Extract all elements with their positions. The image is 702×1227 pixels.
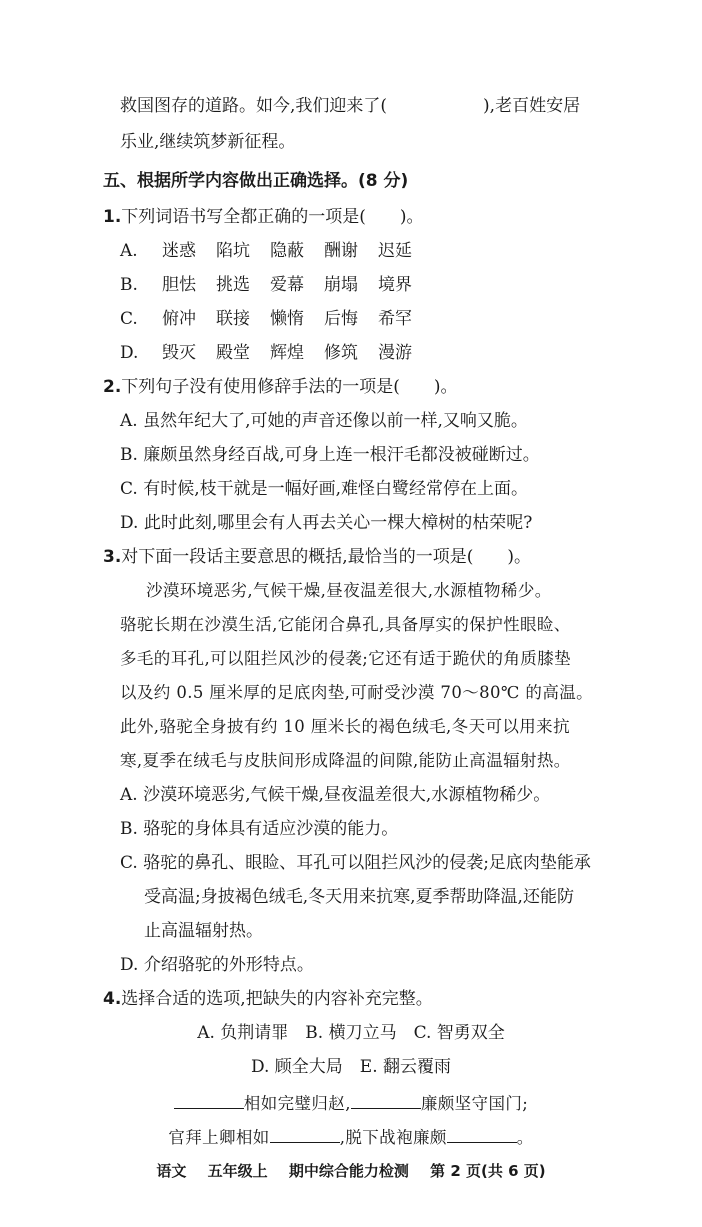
question-2-stem	[103, 376, 458, 398]
poem-line-2	[0, 1124, 702, 1149]
option-word: 毁灭	[162, 343, 196, 363]
answer-blank[interactable]	[174, 1090, 244, 1109]
question-3-stem	[103, 546, 531, 568]
option-word: 修筑	[324, 343, 358, 363]
option-word: 酬谢	[324, 241, 358, 261]
question-3-option-c-cont: 止高温辐射热。	[144, 921, 263, 941]
option-word: 殿堂	[216, 343, 250, 363]
option-word: 迷惑	[162, 241, 196, 261]
poem-line-1	[0, 1090, 702, 1115]
question-2-option-d[interactable]: D. 此时此刻,哪里会有人再去关心一棵大樟树的枯荣呢?	[120, 513, 533, 533]
question-1-option-b[interactable]	[120, 274, 432, 296]
option-word: 辉煌	[270, 343, 304, 363]
question-text: 选择合适的选项,把缺失的内容补充完整。	[121, 989, 433, 1009]
question-2-option-b[interactable]: B. 廉颇虽然身经百战,可身上连一根汗毛都没被碰断过。	[120, 445, 540, 465]
poem-text: 相如完璧归赵,	[243, 1094, 351, 1113]
poem-text: 廉颇坚守国门;	[420, 1094, 529, 1113]
question-number: 4.	[103, 989, 122, 1009]
passage-line: 多毛的耳孔,可以阻拦风沙的侵袭;它还有适于跪伏的角质膝垫	[120, 649, 572, 668]
footer-grade: 五年级上	[207, 1162, 268, 1180]
question-number: 1.	[103, 207, 122, 227]
question-2-option-c[interactable]: C. 有时候,枝干就是一幅好画,难怪白鹭经常停在上面。	[120, 479, 529, 499]
passage-line: 寒,夏季在绒毛与皮肤间形成降温的间隙,能防止高温辐射热。	[120, 751, 571, 770]
continuation-line-1	[120, 93, 580, 117]
option-word: 胆怯	[162, 275, 196, 295]
question-text: 下列词语书写全都正确的一项是( )。	[121, 207, 424, 227]
answer-blank[interactable]	[351, 1090, 421, 1109]
question-text: 下列句子没有使用修辞手法的一项是( )。	[121, 377, 458, 397]
option-label: A.	[120, 241, 138, 261]
option-word: 联接	[216, 309, 250, 329]
option-word: 境界	[378, 275, 412, 295]
option-label: D.	[120, 343, 139, 363]
passage-line: 以及约 0.5 厘米厚的足底肉垫,可耐受沙漠 70～80℃ 的高温。	[120, 683, 594, 702]
footer-exam-name: 期中综合能力检测	[288, 1162, 409, 1180]
text-segment: ),老百姓安居	[483, 96, 581, 116]
option-word: 漫游	[378, 343, 412, 363]
option-word: 俯冲	[162, 309, 196, 329]
option-label: C.	[120, 309, 138, 329]
option-word: 陷坑	[216, 241, 250, 261]
page-footer	[0, 1160, 702, 1181]
question-1-option-c[interactable]	[120, 308, 432, 330]
footer-subject: 语文	[156, 1162, 187, 1180]
question-1-option-a[interactable]	[120, 240, 432, 262]
option-word: 崩塌	[324, 275, 358, 295]
option-word: 挑选	[216, 275, 250, 295]
question-text: 对下面一段话主要意思的概括,最恰当的一项是( )。	[121, 547, 531, 567]
poem-text: 官拜上卿相如	[168, 1128, 270, 1147]
option-word: 隐蔽	[270, 241, 304, 261]
question-3-option-d[interactable]: D. 介绍骆驼的外形特点。	[120, 955, 314, 975]
question-3-option-b[interactable]: B. 骆驼的身体具有适应沙漠的能力。	[120, 819, 399, 839]
option-word: 迟延	[378, 241, 412, 261]
option-word: 希罕	[378, 309, 412, 329]
option-word: 后悔	[324, 309, 358, 329]
answer-blank[interactable]	[387, 93, 483, 111]
question-4-stem	[103, 988, 433, 1010]
question-1-stem	[103, 206, 424, 228]
option-word: 爱幕	[270, 275, 304, 295]
continuation-line-2: 乐业,继续筑梦新征程。	[120, 132, 296, 152]
question-3-option-c[interactable]: C. 骆驼的鼻孔、眼睑、耳孔可以阻拦风沙的侵袭;足底肉垫能承	[120, 853, 591, 873]
text-segment: 救国图存的道路。如今,我们迎来了(	[120, 96, 388, 116]
section-title: 五、根据所学内容做出正确选择。(8 分)	[103, 171, 409, 191]
question-1-option-d[interactable]	[120, 342, 432, 364]
poem-text: ,脱下战袍廉颇	[339, 1128, 447, 1147]
poem-text: 。	[516, 1128, 534, 1147]
footer-page-number: 第 2 页(共 6 页)	[430, 1162, 546, 1180]
option-label: B.	[120, 275, 138, 295]
option-word: 懒惰	[270, 309, 304, 329]
question-3-option-c-cont: 受高温;身披褐色绒毛,冬天用来抗寒,夏季帮助降温,还能防	[144, 887, 574, 907]
question-4-choices-row-1: A. 负荆请罪 B. 横刀立马 C. 智勇双全	[197, 1023, 505, 1043]
answer-blank[interactable]	[270, 1124, 340, 1143]
passage-line: 骆驼长期在沙漠生活,它能闭合鼻孔,具备厚实的保护性眼睑、	[120, 615, 571, 634]
question-4-choices-row-2: D. 顾全大局 E. 翻云覆雨	[250, 1057, 452, 1077]
question-2-option-a[interactable]: A. 虽然年纪大了,可她的声音还像以前一样,又响又脆。	[120, 411, 528, 431]
passage-line: 此外,骆驼全身披有约 10 厘米长的褐色绒毛,冬天可以用来抗	[120, 717, 570, 736]
question-3-option-a[interactable]: A. 沙漠环境恶劣,气候干燥,昼夜温差很大,水源植物稀少。	[120, 785, 551, 805]
answer-blank[interactable]	[447, 1124, 517, 1143]
passage-line: 沙漠环境恶劣,气候干燥,昼夜温差很大,水源植物稀少。	[146, 581, 552, 600]
question-number: 3.	[103, 547, 122, 567]
question-number: 2.	[103, 377, 122, 397]
